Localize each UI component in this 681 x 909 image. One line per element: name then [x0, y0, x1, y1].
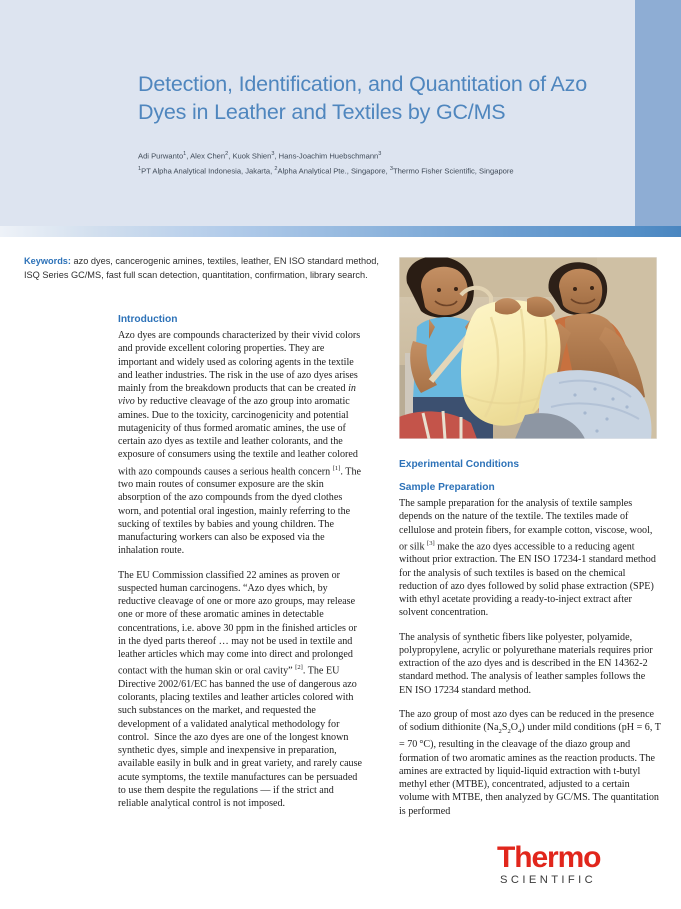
header-gradient-rule	[0, 226, 681, 237]
experimental-conditions-heading: Experimental Conditions	[399, 459, 520, 470]
cover-photo	[399, 257, 657, 439]
right-text-column	[399, 458, 661, 818]
header-banner	[0, 0, 681, 226]
sample-preparation-paragraph-2: The analysis of synthetic fibers like polyester, polyamide, polypropylene, acrylic or polyurethane materials requires prior extraction of the azo dyes and is described in the EN 14362-2 standard method. The analysis of leather samples follows the EN ISO 17234 standard method.	[399, 631, 653, 696]
sample-preparation-heading: Sample Preparation	[399, 482, 495, 493]
introduction-paragraph-1: Azo dyes are compounds characterized by their vivid colors and provide excellent coloring properties. They are important and widely used as coloring agents in the textile and leather industries. The risk in the use of azo dyes arises mainly from the breakdown products that can be created in vivo by reductive cleavage of the azo group into aromatic amines. Due to the toxicity, carcinogenicity and potential mutagenicity of thus formed aromatic amines, the use of certain azo dyes as textile and leather colorants, and the exposure of consumers using the textile and leather colored with azo compounds causes a serious health concern [1]. The two main routes of consumer exposure are the skin absorption of the azo compounds from the dyed clothes worn, and potential oral ingestion, mainly referring to the sucking of textiles by babies and young children. The manufacturing workers can also be exposed via the inhalation route.	[118, 330, 361, 557]
keywords-text: azo dyes, cancerogenic amines, textiles, leather, EN ISO standard method, ISQ Series GC/MS, fast full scan detection, quantitation, confirmation, library search.	[24, 256, 379, 281]
application-note-sidebar	[635, 0, 681, 226]
authors-line: Adi Purwanto$^1$, Alex Chen$^2$, Kuok Shien$^3$, Hans-Joachim Huebschmann$^3$	[138, 151, 382, 161]
affiliations-line: $^1$PT Alpha Analytical Indonesia, Jakarta, $^2$Alpha Analytical Pte., Singapore, $^3$Thermo Fisher Scientific, Singapore	[138, 165, 514, 176]
cover-photo-illustration	[399, 257, 657, 439]
authors-block	[138, 148, 558, 177]
introduction-heading: Introduction	[118, 314, 178, 325]
thermo-scientific-logo	[497, 842, 657, 887]
introduction-paragraph-2: The EU Commission classified 22 amines as proven or suspected human carcinogens. “Azo dyes which, by reductive cleavage of one or more azo groups, may release one or more of these aromatic amines in detectable concentrations, i.e. above 30 ppm in the finished articles or in the dyed parts thereof … may not be used in textile and leather articles which may come into direct and prolonged contact with the human skin or oral cavity” [2]. The EU Directive 2002/61/EC has banned the use of dangerous azo colorants, placing textiles and leather articles colored with such substances on the market, and requested the development of a validated analytical methodology for control. Since the azo dyes are one of the longest known synthetic dyes, simple and inexpensive in preparation, available easily in bulk and in great variety, and rarely cause acute symptoms, the textile manufactures can be persuaded to use them despite the regulations — if the strict and reliable analytical control is not imposed.	[118, 569, 363, 810]
thermo-wordmark: Thermo	[497, 841, 601, 874]
keywords-label: Keywords:	[24, 256, 71, 266]
sample-preparation-paragraph-3: The azo group of most azo dyes can be reduced in the presence of sodium dithionite $(Na_2S_2O_4)$ under mild conditions (pH = 6, T = 70 °C), resulting in the cleavage of the diazo group and formation of two aromatic amines as the reaction products. The amines are extracted by liquid-liquid extraction with t-butyl methyl ether (MTBE), concentrated, adjusted to a certain volume with MTBE, then analyzed by GC/MS. The quantitation is performed	[399, 708, 661, 817]
keywords-block	[24, 254, 384, 282]
left-text-column	[118, 313, 363, 810]
sample-preparation-paragraph-1: The sample preparation for the analysis of textile samples depends on the nature of the textile. The textiles made of cellulose and protein fibers, for example cotton, viscose, wool, or silk [3] make the azo dyes accessible to a reducing agent without prior extraction. The EN ISO 17234-1 standard method for the analysis of such textiles is based on the chemical reduction of azo dyes followed by solid phase extraction (SPE) with ethyl acetate providing a ready-to-inject extract after solvent concentration.	[399, 498, 656, 619]
scientific-wordmark: SCIENTIFIC	[500, 874, 597, 886]
page-title: Detection, Identification, and Quantitation of Azo Dyes in Leather and Textiles by GC/MS	[138, 72, 587, 124]
